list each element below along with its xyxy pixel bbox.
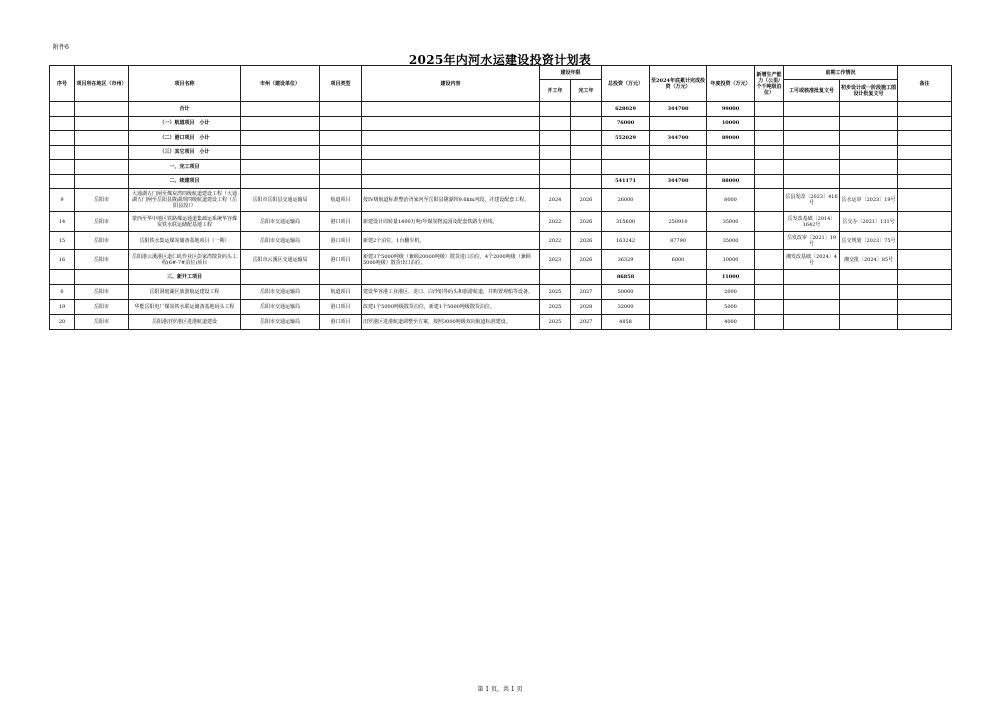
region-cell: 岳阳市 <box>75 315 129 330</box>
unit-cell: 岳阳市交通运输局 <box>241 315 320 330</box>
empty-cell <box>75 270 129 285</box>
capacity-cell <box>755 315 784 330</box>
done-cell: 6000 <box>650 250 707 270</box>
empty-cell <box>50 160 75 175</box>
empty-cell <box>755 102 784 117</box>
total-cell: 628029 <box>602 102 650 117</box>
empty-cell <box>241 131 320 146</box>
empty-cell <box>784 131 840 146</box>
empty-cell <box>571 160 602 175</box>
design-cell: 湘交批〔2024〕85号 <box>840 250 898 270</box>
annual-cell: 2000 <box>707 285 755 300</box>
empty-cell <box>840 160 898 175</box>
unit-cell: 岳阳市交通运输局 <box>241 300 320 315</box>
total-cell: 76000 <box>602 116 650 131</box>
end-year-cell: 2026 <box>571 212 602 232</box>
empty-cell <box>898 131 952 146</box>
summary-row <box>50 270 952 285</box>
approval-cell: 岳县发改〔2023〕416号 <box>784 189 840 212</box>
seq-cell: 20 <box>50 315 75 330</box>
empty-cell <box>241 102 320 117</box>
annual-cell: 11000 <box>707 270 755 285</box>
header-type: 项目类型 <box>320 66 362 102</box>
type-cell: 航道项目 <box>320 285 362 300</box>
approval-cell: 岳发改基础〔2014〕1642号 <box>784 212 840 232</box>
capacity-cell <box>755 300 784 315</box>
type-cell: 港口项目 <box>320 300 362 315</box>
annual-cell <box>707 145 755 160</box>
empty-cell <box>755 174 784 189</box>
end-year-cell: 2027 <box>571 315 602 330</box>
row-name-cell: 一、完工项目 <box>129 160 241 175</box>
document-title: 2025年内河水运建设投资计划表 <box>408 53 592 67</box>
empty-cell <box>362 131 540 146</box>
project-name-cell: 岳阳港云溪港区道仁矶作业区彭家湾散货码头工程(6#-7#泊位)项目 <box>129 250 241 270</box>
approval-cell <box>784 285 840 300</box>
empty-cell <box>540 160 571 175</box>
remark-cell <box>898 300 952 315</box>
row-name-cell: 二、续建项目 <box>129 174 241 189</box>
empty-cell <box>320 116 362 131</box>
empty-cell <box>571 145 602 160</box>
total-cell: 26000 <box>602 189 650 212</box>
end-year-cell: 2026 <box>571 232 602 250</box>
annual-cell: 35000 <box>707 232 755 250</box>
empty-cell <box>320 102 362 117</box>
empty-cell <box>320 131 362 146</box>
empty-cell <box>755 116 784 131</box>
empty-cell <box>840 145 898 160</box>
header-name: 项目名称 <box>129 66 241 102</box>
empty-cell <box>75 116 129 131</box>
project-row <box>50 285 952 300</box>
empty-cell <box>50 174 75 189</box>
type-cell: 港口项目 <box>320 232 362 250</box>
approval-cell <box>784 300 840 315</box>
header-remark: 备注 <box>898 66 952 102</box>
empty-cell <box>898 145 952 160</box>
annual-cell: 10000 <box>707 116 755 131</box>
row-name-cell: 合计 <box>129 102 241 117</box>
seq-cell: 14 <box>50 212 75 232</box>
unit-cell: 岳阳市岳阳县交通运输局 <box>241 189 320 212</box>
content-cell: 按IV级航道标准整治胥家河至岳阳县陇湖坝9.6km河段，并建设配套工程。 <box>362 189 540 212</box>
content-cell: 汨罗港区进港航道调整至方案，按照3000吨级双向航道标准建设。 <box>362 315 540 330</box>
start-year-cell: 2025 <box>540 285 571 300</box>
project-name-cell: 蒙西至华中地区铁路煤运通道集疏运系统华容煤炭铁水联运储配基地工程 <box>129 212 241 232</box>
end-year-cell: 2026 <box>571 250 602 270</box>
done-cell: 344700 <box>650 102 707 117</box>
type-cell: 港口项目 <box>320 212 362 232</box>
region-cell: 岳阳市 <box>75 250 129 270</box>
row-name-cell: （一）航道项目 小计 <box>129 116 241 131</box>
capacity-cell <box>755 250 784 270</box>
header-unit: 市州（建设单位） <box>241 66 320 102</box>
project-name-cell: 大通湖五门闸至煤炭湾四级航道建设工程（大通湖五门闸至岳阳县陇湖坝四级航道建设工程（岳阳县段）） <box>129 189 241 212</box>
done-cell: 344700 <box>650 174 707 189</box>
empty-cell <box>241 160 320 175</box>
project-name-cell: 华能岳阳电厂煤炭铁水联运储备基地码头工程 <box>129 300 241 315</box>
project-row <box>50 189 952 212</box>
empty-cell <box>362 270 540 285</box>
empty-cell <box>75 174 129 189</box>
empty-cell <box>540 270 571 285</box>
total-cell: 163242 <box>602 232 650 250</box>
empty-cell <box>755 131 784 146</box>
project-row <box>50 212 952 232</box>
project-name-cell: 岳阳港汨罗港区进港航道建设 <box>129 315 241 330</box>
total-cell: 32000 <box>602 300 650 315</box>
region-cell: 岳阳市 <box>75 300 129 315</box>
total-cell: 50000 <box>602 285 650 300</box>
empty-cell <box>362 174 540 189</box>
annual-cell: 4000 <box>707 315 755 330</box>
content-cell: 新建3个5000吨级（兼顾20000吨级）散货进口泊位，4个2000吨级（兼顾5000吨级）散货出口泊位。 <box>362 250 540 270</box>
done-cell <box>650 160 707 175</box>
project-row <box>50 300 952 315</box>
approval-cell: 湘发改基础〔2024〕4号 <box>784 250 840 270</box>
empty-cell <box>241 145 320 160</box>
empty-cell <box>362 102 540 117</box>
empty-cell <box>75 102 129 117</box>
empty-cell <box>784 270 840 285</box>
attachment-label: 附件6 <box>53 44 69 51</box>
type-cell: 航道项目 <box>320 189 362 212</box>
empty-cell <box>540 102 571 117</box>
empty-cell <box>540 174 571 189</box>
total-cell: 552029 <box>602 131 650 146</box>
unit-cell: 岳阳市交通运输局 <box>241 232 320 250</box>
start-year-cell: 2023 <box>540 250 571 270</box>
row-name-cell: （二）港口项目 小计 <box>129 131 241 146</box>
done-cell <box>650 116 707 131</box>
empty-cell <box>784 116 840 131</box>
empty-cell <box>840 270 898 285</box>
empty-cell <box>571 116 602 131</box>
total-cell: 315600 <box>602 212 650 232</box>
seq-cell: 9 <box>50 189 75 212</box>
empty-cell <box>362 145 540 160</box>
capacity-cell <box>755 285 784 300</box>
empty-cell <box>540 131 571 146</box>
capacity-cell <box>755 212 784 232</box>
total-cell: 541171 <box>602 174 650 189</box>
content-cell: 改建1个5000吨级散货泊位，新建1个5000吨级散货泊位。 <box>362 300 540 315</box>
capacity-cell <box>755 189 784 212</box>
empty-cell <box>840 131 898 146</box>
row-name-cell: 三、新开工项目 <box>129 270 241 285</box>
content-cell: 建设华容港工业港区、龙口、白沙铝等码头和旅游航道，并购置观船等设备。 <box>362 285 540 300</box>
seq-cell: 19 <box>50 300 75 315</box>
empty-cell <box>784 145 840 160</box>
total-cell: 86858 <box>602 270 650 285</box>
project-name-cell: 岳阳洞庭湖区旅游航运建设工程 <box>129 285 241 300</box>
header-done: 至2024年底累计完成投资（万元） <box>650 66 707 102</box>
end-year-cell: 2028 <box>571 300 602 315</box>
done-cell <box>650 270 707 285</box>
investment-plan-table <box>49 65 952 330</box>
annual-cell: 99000 <box>707 102 755 117</box>
done-cell <box>650 285 707 300</box>
total-cell <box>602 160 650 175</box>
remark-cell <box>898 250 952 270</box>
summary-row <box>50 145 952 160</box>
header-content: 建设内容 <box>362 66 540 102</box>
design-cell <box>840 315 898 330</box>
design-cell <box>840 285 898 300</box>
design-cell: 岳交规划〔2023〕75号 <box>840 232 898 250</box>
header-end: 完工年 <box>571 80 602 102</box>
type-cell: 港口项目 <box>320 250 362 270</box>
region-cell: 岳阳市 <box>75 232 129 250</box>
empty-cell <box>320 145 362 160</box>
project-name-cell: 岳阳铁水集运煤炭储备基地项目（一期） <box>129 232 241 250</box>
page-footer: 第 1 页，共 1 页 <box>477 686 523 693</box>
empty-cell <box>755 160 784 175</box>
empty-cell <box>840 174 898 189</box>
empty-cell <box>755 145 784 160</box>
summary-row <box>50 131 952 146</box>
empty-cell <box>540 145 571 160</box>
region-cell: 岳阳市 <box>75 285 129 300</box>
annual-cell: 35000 <box>707 212 755 232</box>
project-row <box>50 250 952 270</box>
header-seq: 序号 <box>50 66 75 102</box>
empty-cell <box>50 145 75 160</box>
empty-cell <box>75 145 129 160</box>
empty-cell <box>320 174 362 189</box>
seq-cell: 6 <box>50 285 75 300</box>
done-cell: 87790 <box>650 232 707 250</box>
seq-cell: 16 <box>50 250 75 270</box>
unit-cell: 岳阳市交通运输局 <box>241 285 320 300</box>
remark-cell <box>898 285 952 300</box>
approval-cell <box>784 315 840 330</box>
project-row <box>50 315 952 330</box>
empty-cell <box>840 116 898 131</box>
empty-cell <box>898 270 952 285</box>
empty-cell <box>320 270 362 285</box>
start-year-cell: 2024 <box>540 189 571 212</box>
header-region: 项目所在地区（市州） <box>75 66 129 102</box>
region-cell: 岳阳市 <box>75 212 129 232</box>
empty-cell <box>571 102 602 117</box>
seq-cell: 15 <box>50 232 75 250</box>
total-cell <box>602 145 650 160</box>
empty-cell <box>571 270 602 285</box>
remark-cell <box>898 212 952 232</box>
end-year-cell: 2027 <box>571 285 602 300</box>
summary-row <box>50 174 952 189</box>
annual-cell: 8000 <box>707 189 755 212</box>
empty-cell <box>320 160 362 175</box>
done-cell: 250910 <box>650 212 707 232</box>
header-total: 总投资（万元） <box>602 66 650 102</box>
empty-cell <box>784 174 840 189</box>
content-cell: 新建设计周转量1400万吨/年煤炭物流园及配套铁路专用线。 <box>362 212 540 232</box>
annual-cell: 10000 <box>707 250 755 270</box>
summary-row <box>50 102 952 117</box>
region-cell: 岳阳市 <box>75 189 129 212</box>
start-year-cell: 2022 <box>540 212 571 232</box>
project-row <box>50 232 952 250</box>
empty-cell <box>75 160 129 175</box>
empty-cell <box>898 160 952 175</box>
empty-cell <box>571 174 602 189</box>
header-years: 建设年限 <box>540 66 602 80</box>
empty-cell <box>571 131 602 146</box>
total-cell: 36329 <box>602 250 650 270</box>
done-cell <box>650 189 707 212</box>
start-year-cell: 2025 <box>540 315 571 330</box>
empty-cell <box>362 116 540 131</box>
design-cell: 岳交办〔2021〕131号 <box>840 212 898 232</box>
empty-cell <box>362 160 540 175</box>
design-cell <box>840 300 898 315</box>
summary-row <box>50 160 952 175</box>
unit-cell: 岳阳市云溪区交通运输局 <box>241 250 320 270</box>
summary-row <box>50 116 952 131</box>
remark-cell <box>898 232 952 250</box>
design-cell: 岳水运审〔2023〕19号 <box>840 189 898 212</box>
remark-cell <box>898 315 952 330</box>
empty-cell <box>898 102 952 117</box>
done-cell <box>650 145 707 160</box>
empty-cell <box>784 160 840 175</box>
end-year-cell: 2026 <box>571 189 602 212</box>
type-cell: 港口项目 <box>320 315 362 330</box>
header-annual: 年度投资（万元） <box>707 66 755 102</box>
annual-cell: 88000 <box>707 174 755 189</box>
row-name-cell: （三）其它项目 小计 <box>129 145 241 160</box>
done-cell: 344700 <box>650 131 707 146</box>
empty-cell <box>241 174 320 189</box>
empty-cell <box>755 270 784 285</box>
empty-cell <box>50 116 75 131</box>
capacity-cell <box>755 232 784 250</box>
header-approval: 工可或核准批复文号 <box>784 80 840 102</box>
header-design: 初步设计或一阶段施工图设计批复文号 <box>840 80 898 102</box>
approval-cell: 岳发改审〔2021〕19号 <box>784 232 840 250</box>
annual-cell: 89000 <box>707 131 755 146</box>
annual-cell: 5000 <box>707 300 755 315</box>
empty-cell <box>898 174 952 189</box>
empty-cell <box>241 116 320 131</box>
header-start: 开工年 <box>540 80 571 102</box>
empty-cell <box>540 116 571 131</box>
header-prep: 前期工作情况 <box>784 66 898 80</box>
empty-cell <box>75 131 129 146</box>
empty-cell <box>50 131 75 146</box>
total-cell: 4858 <box>602 315 650 330</box>
annual-cell <box>707 160 755 175</box>
empty-cell <box>784 102 840 117</box>
empty-cell <box>50 270 75 285</box>
start-year-cell: 2025 <box>540 300 571 315</box>
remark-cell <box>898 189 952 212</box>
empty-cell <box>50 102 75 117</box>
empty-cell <box>840 102 898 117</box>
unit-cell: 岳阳市交通运输局 <box>241 212 320 232</box>
done-cell <box>650 315 707 330</box>
empty-cell <box>241 270 320 285</box>
start-year-cell: 2022 <box>540 232 571 250</box>
done-cell <box>650 300 707 315</box>
empty-cell <box>898 116 952 131</box>
content-cell: 新建2个泊位，1台翻车机。 <box>362 232 540 250</box>
header-capacity: 新增生产能力（公里/个千吨级泊位） <box>755 66 784 102</box>
